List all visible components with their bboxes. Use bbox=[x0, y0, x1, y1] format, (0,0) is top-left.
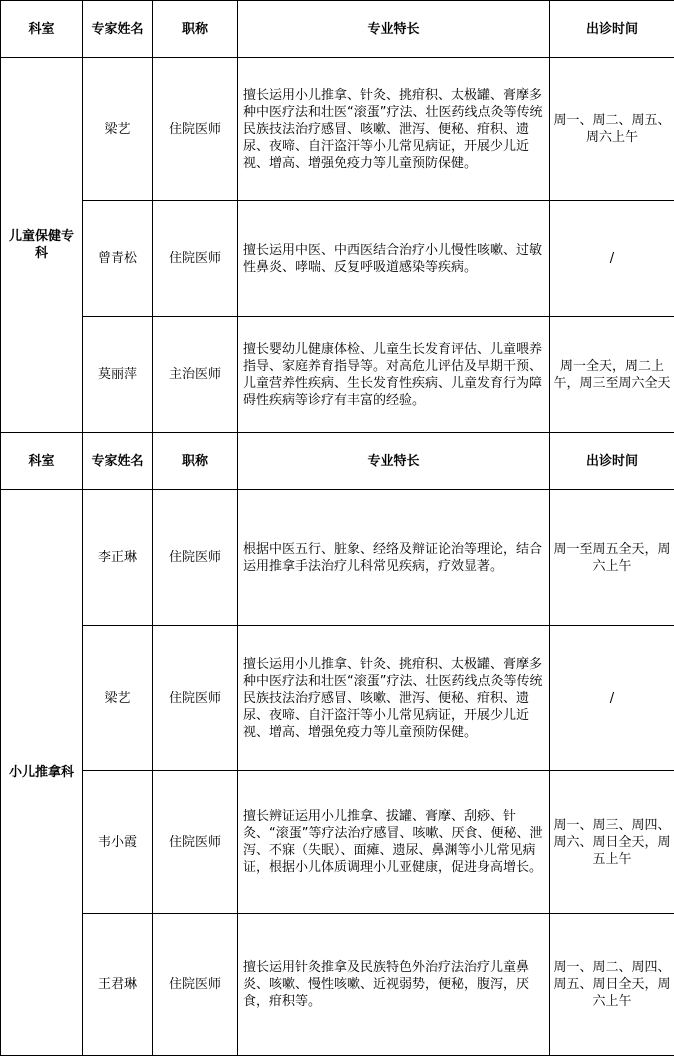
doctor-title: 住院医师 bbox=[153, 201, 238, 317]
dept-cell: 小儿推拿科 bbox=[1, 490, 83, 1056]
table-row bbox=[1, 317, 674, 433]
table-row bbox=[1, 914, 674, 1056]
header-specialty: 专业特长 bbox=[238, 1, 550, 58]
doctor-name: 梁艺 bbox=[83, 626, 153, 771]
doctor-specialty: 擅长运用针灸推拿及民族特色外治疗法治疗儿童鼻炎、咳嗽、慢性咳嗽、近视弱势，便秘，腹泻，厌食，疳积等。 bbox=[238, 914, 550, 1056]
doctor-title: 住院医师 bbox=[153, 58, 238, 201]
header-name: 专家姓名 bbox=[83, 433, 153, 490]
doctor-title: 住院医师 bbox=[153, 626, 238, 771]
header-dept: 科室 bbox=[1, 433, 83, 490]
doctor-name: 莫丽萍 bbox=[83, 317, 153, 433]
doctor-schedule: 周一至周五全天，周六上午 bbox=[550, 490, 674, 626]
doctor-schedule: 周一全天，周二上午，周三至周六全天 bbox=[550, 317, 674, 433]
doctor-specialty: 根据中医五行、脏象、经络及辩证论治等理论，结合运用推拿手法治疗儿科常见疾病，疗效显著。 bbox=[238, 490, 550, 626]
doctor-name: 梁艺 bbox=[83, 58, 153, 201]
doctor-name: 李正琳 bbox=[83, 490, 153, 626]
doctor-specialty: 擅长婴幼儿健康体检、儿童生长发育评估、儿童喂养指导、家庭养育指导等。对高危儿评估及早期干预、儿童营养性疾病、生长发育性疾病、儿童发育行为障碍性疾病等诊疗有丰富的经验。 bbox=[238, 317, 550, 433]
header-name: 专家姓名 bbox=[83, 1, 153, 58]
doctor-name: 王君琳 bbox=[83, 914, 153, 1056]
doctor-title: 住院医师 bbox=[153, 771, 238, 914]
table-row bbox=[1, 626, 674, 771]
doctor-specialty: 擅长运用中医、中西医结合治疗小儿慢性咳嗽、过敏性鼻炎、哮喘、反复呼吸道感染等疾病。 bbox=[238, 201, 550, 317]
doctor-specialty: 擅长运用小儿推拿、针灸、挑疳积、太极罐、膏摩多种中医疗法和壮医“滚蛋”疗法、壮医药线点灸等传统民族技法治疗感冒、咳嗽、泄泻、便秘、疳积、遗尿、夜啼、自汗盗汗等小儿常见病证，开展少儿近视、增高、增强免疫力等儿童预防保健。 bbox=[238, 626, 550, 771]
header-schedule: 出诊时间 bbox=[550, 433, 674, 490]
doctor-schedule: 周一、周二、周五、周六上午 bbox=[550, 58, 674, 201]
doctor-schedule: 周一、周二、周四、周五、周日全天，周六上午 bbox=[550, 914, 674, 1056]
table-row bbox=[1, 58, 674, 201]
dept-cell: 儿童保健专科 bbox=[1, 58, 83, 433]
doctor-title: 住院医师 bbox=[153, 490, 238, 626]
header-title: 职称 bbox=[153, 1, 238, 58]
header-schedule: 出诊时间 bbox=[550, 1, 674, 58]
doctor-schedule: 周一、周三、周四、周六、周日全天，周五上午 bbox=[550, 771, 674, 914]
doctor-schedule: / bbox=[550, 201, 674, 317]
table-row bbox=[1, 201, 674, 317]
table-row bbox=[1, 771, 674, 914]
doctor-specialty: 擅长辨证运用小儿推拿、拔罐、膏摩、刮痧、针灸、“滚蛋”等疗法治疗感冒、咳嗽、厌食、便秘、泄泻、不寐（失眠）、面瘫、遗尿、鼻渊等小儿常见病证，根据小儿体质调理小儿亚健康，促进身高增长。 bbox=[238, 771, 550, 914]
doctor-title: 主治医师 bbox=[153, 317, 238, 433]
header-row bbox=[1, 1, 674, 58]
header-specialty: 专业特长 bbox=[238, 433, 550, 490]
header-title: 职称 bbox=[153, 433, 238, 490]
doctor-title: 住院医师 bbox=[153, 914, 238, 1056]
doctor-specialty: 擅长运用小儿推拿、针灸、挑疳积、太极罐、膏摩多种中医疗法和壮医“滚蛋”疗法、壮医药线点灸等传统民族技法治疗感冒、咳嗽、泄泻、便秘、疳积、遗尿、夜啼、自汗盗汗等小儿常见病证，开展少儿近视、增高、增强免疫力等儿童预防保健。 bbox=[238, 58, 550, 201]
doctor-schedule: / bbox=[550, 626, 674, 771]
doctor-name: 曾青松 bbox=[83, 201, 153, 317]
header-dept: 科室 bbox=[1, 1, 83, 58]
doctor-name: 韦小霞 bbox=[83, 771, 153, 914]
table-row bbox=[1, 490, 674, 626]
header-row bbox=[1, 433, 674, 490]
